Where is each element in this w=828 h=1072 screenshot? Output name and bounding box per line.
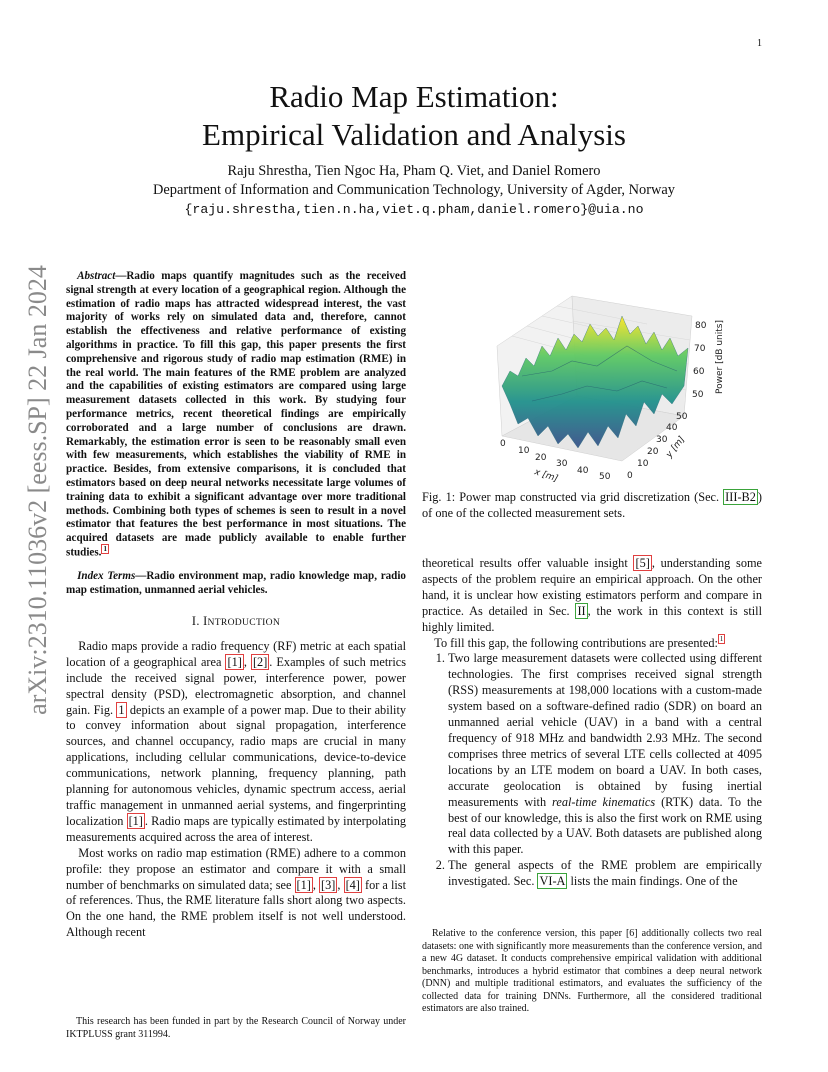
intro-paragraph-1: [66, 639, 406, 846]
paper-title-line-2: Empirical Validation and Analysis: [202, 117, 626, 152]
text-span: ,: [312, 877, 320, 892]
footnote-conference-version: Relative to the conference version, this paper [6] additionally collects two real datasets: one with significantly more measurements than the conference version, and a new 4G dataset. It conducts comprehensive empirical validation with additional benchmarks, introduces a hybrid estimator that combines a deep neural network (DNN) and multiple traditional estimators, and evaluates the sufficiency of the collected data for training DNNs. Furthermore, all the considered traditional estimators are also trained.: [422, 928, 762, 1014]
x-tick-20: 20: [535, 453, 547, 463]
affiliation: Department of Information and Communication Technology, University of Agder, Norway: [153, 182, 675, 198]
text-span: Radio maps provide a radio frequency (RF) metric at each spatial location of a geographical area: [66, 638, 406, 669]
text-span: depicts an example of a power map. Due to their ability to convey information about signal propagation, interference sources, and channel occupancy, radio maps are crucial in many applications, including cellular communications, device-to-device communications, network planning, frequency planning, path planning for autonomous vehicles, dynamic spectrum access, aerial traffic management in unmanned aerial systems, and fingerprinting localization: [66, 702, 407, 828]
section-heading-introduction: [66, 614, 406, 631]
paper-title-line-1: Radio Map Estimation:: [269, 79, 559, 114]
contribution-item-1: [448, 651, 762, 858]
citation-3[interactable]: [3]: [321, 877, 336, 892]
text-span: ,: [243, 654, 251, 669]
y-tick-30: 30: [656, 435, 668, 445]
left-column: [66, 270, 406, 941]
section-title-rest: NTRODUCTION: [207, 617, 281, 629]
emphasis-rtk: real-time kinematics: [552, 794, 656, 809]
x-tick-30: 30: [556, 459, 568, 469]
citation-4[interactable]: [4]: [345, 877, 360, 892]
index-terms-text: —Radio environment map, radio knowledge map, radio map estimation, unmanned aerial vehicles.: [66, 570, 406, 597]
y-axis-label: y [m]: [664, 434, 688, 460]
text-span: . Examples of such metrics include the received signal power, interference power, power spectral density (PSD), electromagnetic absorption, and channel gain. Fig.: [66, 654, 406, 717]
citation-1-b[interactable]: [1]: [128, 813, 143, 828]
right-paragraph-1: [422, 556, 762, 636]
text-span: ,: [337, 877, 344, 892]
authors: Raju Shrestha, Tien Ngoc Ha, Pham Q. Viet, and Daniel Romero: [227, 163, 601, 179]
arxiv-stamp-text: arXiv:2310.11036v2 [eess.SP] 22 Jan 2024: [23, 265, 53, 715]
intro-paragraph-2: [66, 846, 406, 941]
y-tick-20: 20: [647, 447, 659, 457]
abstract: [66, 270, 406, 560]
contributions-list: [422, 651, 762, 890]
text-span: To fill this gap, the following contributions are presented:: [434, 635, 718, 650]
text-span: . Radio maps are typically estimated by interpolating measurements acquired across the area of interest.: [66, 813, 406, 844]
x-axis-label: x [m]: [533, 467, 559, 485]
y-tick-10: 10: [637, 459, 649, 469]
citation-1-c[interactable]: [1]: [296, 877, 311, 892]
text-span: Most works on radio map estimation (RME) adhere to a common profile: they propose an estimator and compare it with a small number of benchmarks on simulated data; see: [66, 845, 406, 892]
figure-1-link[interactable]: 1: [118, 702, 125, 717]
abstract-label: Abstract: [77, 270, 116, 282]
text-span: , the work in this context is still highly limited.: [422, 603, 762, 634]
z-axis-label: Power [dB units]: [715, 320, 725, 394]
caption-text: Fig. 1: Power map constructed via grid discretization (Sec.: [422, 490, 724, 504]
section-link-ii[interactable]: II: [577, 603, 586, 618]
arxiv-stamp: [8, 265, 68, 715]
citation-2[interactable]: [2]: [252, 654, 268, 669]
text-span: Two large measurement datasets were collected using different technologies. The first comprises received signal strength (RSS) measurements at 198,000 locations with a custom-made system based on a software-defined radio (SDR) on board an unmanned aerial vehicle (UAV) in a band with a central frequency of 918 MHz and bandwidth 2.93 MHz. The second comprises three metrics of several LTE cells collected at 4095 locations by an LTE modem on board a UAV. In both cases, accurate geolocation is obtained by fusing inertial measurements with: [448, 651, 762, 809]
x-tick-10: 10: [518, 446, 530, 456]
citation-5[interactable]: [5]: [635, 556, 650, 570]
y-tick-0: 0: [627, 471, 633, 481]
right-paragraph-2: [422, 636, 762, 652]
text-span: lists the main findings. One of the: [567, 874, 738, 889]
abstract-text: —Radio maps quantify magnitudes such as the received signal strength at every location of a geographical region. Although the estimation of radio maps has attracted widespread interest, the vast majority of works rely on simulated data and, therefore, cannot establish the effectiveness and relative performance of existing algorithms in practice. To fill this gap, this paper presents the first comprehensive and rigorous study of radio map estimation (RME) in the real world. The main features of the RME problem are analyzed and the capabilities of existing estimators are compared using large measurement datasets collected in this work. By studying four performance metrics, recent theoretical findings are empirically corroborated and a large number of conclusions are drawn. Remarkably, the estimation error is seen to be reasonably small even with few measurements, which establishes the viability of RME in practice. Besides, from extensive comparisons, it is concluded that estimators based on deep neural networks necessitate large volumes of training data to exhibit a significant advantage over more traditional methods. Combining both types of schemes is seen to result in a novel estimator that features the best performance in most situations. The acquired datasets are made publicly available to enable further studies.: [66, 270, 406, 559]
text-span: The general aspects of the RME problem are empirically investigated. Sec.: [448, 858, 762, 889]
section-title-first: I: [203, 614, 208, 629]
abstract-footnote-mark[interactable]: 1: [103, 544, 107, 553]
section-number: I.: [191, 614, 200, 629]
power-map-3d-figure: [422, 276, 762, 486]
citation-1[interactable]: [1]: [227, 654, 242, 669]
z-tick-60: 60: [693, 367, 705, 377]
contribution-item-2: [448, 858, 762, 890]
text-span: (RTK) data. To the best of our knowledge, this is also the first work on RME using real data collected by a UAV. Both datasets are published along with this paper.: [448, 794, 763, 857]
z-axis: [692, 320, 725, 400]
figure-caption: [422, 489, 762, 521]
y-tick-50: 50: [676, 412, 688, 422]
z-tick-80: 80: [695, 321, 707, 331]
index-terms-label: Index Terms: [77, 570, 136, 583]
index-terms: [66, 570, 406, 598]
footnote-funding: This research has been funded in part by the Research Council of Norway under IKTPLUSS grant 311994.: [66, 1016, 406, 1040]
text-span: , understanding some aspects of the problem require an empirical approach. On the other hand, it is unclear how existing estimators perform and compare in practice. As detailed in Sec.: [422, 556, 762, 618]
x-tick-50: 50: [599, 472, 611, 482]
y-tick-40: 40: [666, 423, 678, 433]
x-tick-40: 40: [577, 466, 589, 476]
caption-text-end: ) of one of the collected measurement sets.: [422, 490, 762, 520]
title-block: [60, 78, 768, 219]
x-tick-0: 0: [500, 439, 506, 449]
page-number: 1: [757, 38, 762, 49]
footnote-link-1[interactable]: 1: [719, 635, 724, 644]
section-link-iii-b2[interactable]: III-B2: [725, 490, 756, 504]
z-tick-50: 50: [692, 390, 704, 400]
z-tick-70: 70: [694, 344, 706, 354]
right-column: [422, 556, 762, 890]
text-span: for a list of references. Thus, the RME literature falls short along two aspects. On the one hand, the RME problem itself is not well understood. Although recent: [66, 877, 406, 940]
emails: {raju.shrestha,tien.n.ha,viet.q.pham,daniel.romero}@uia.no: [184, 202, 644, 217]
text-span: theoretical results offer valuable insight: [422, 556, 634, 570]
section-link-vi-a[interactable]: VI-A: [539, 874, 566, 889]
